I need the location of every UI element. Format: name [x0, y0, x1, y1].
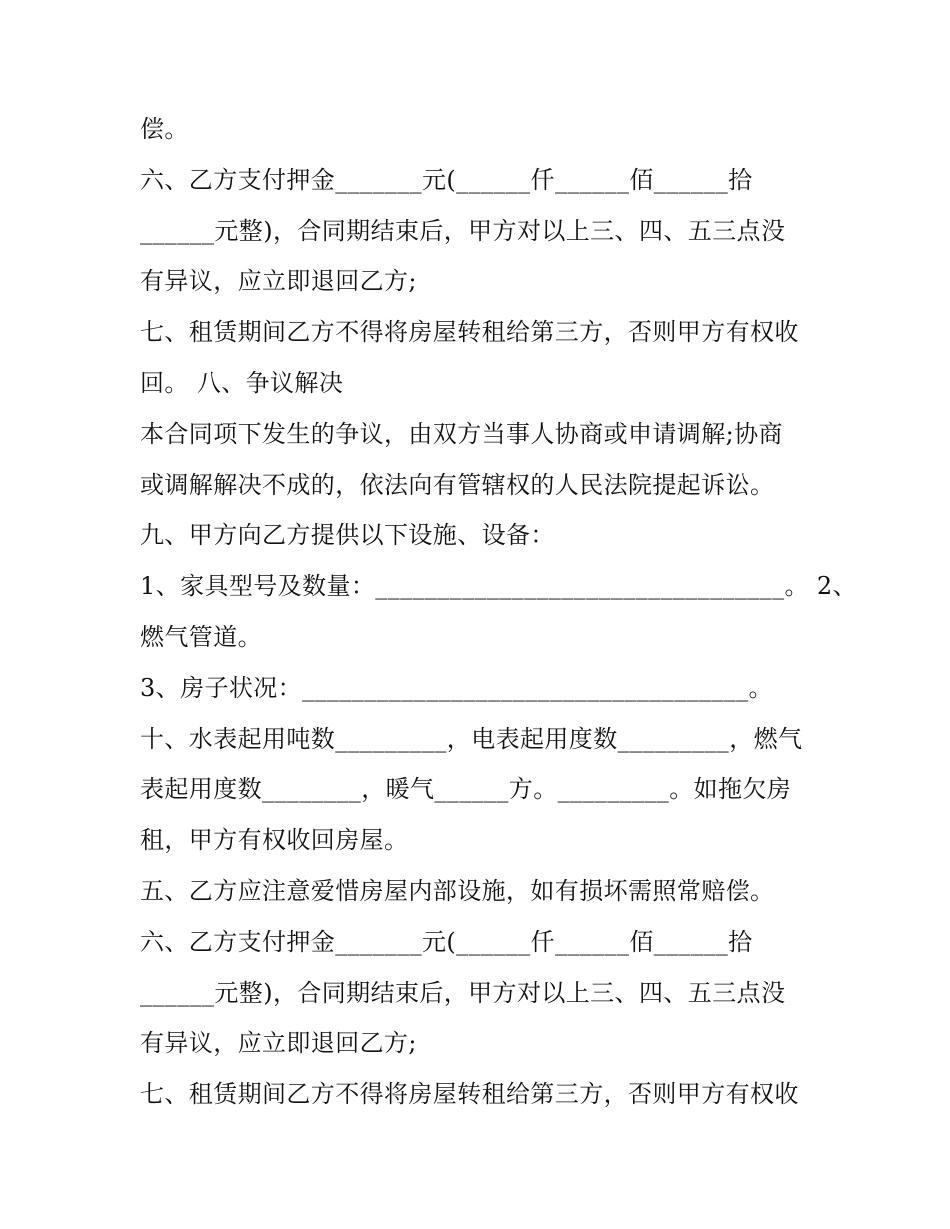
text-line-6: 回。 八、争议解决 [140, 368, 344, 397]
text-line-19: 有异议，应立即退回乙方; [140, 1029, 417, 1058]
text-line-4: 有异议，应立即退回乙方; [140, 267, 417, 296]
text-line-7: 本合同项下发生的争议，由双方当事人协商或申请调解;协商 [140, 419, 783, 448]
text-line-11: 燃气管道。 [140, 622, 262, 651]
text-line-14: 表起用度数________，暖气______方。_________。如拖欠房 [140, 775, 792, 804]
text-line-12: 3、房子状况：____________________________________。 [140, 673, 773, 702]
text-line-18: ______元整)，合同期结束后，甲方对以上三、四、五三点没 [140, 978, 786, 1007]
text-line-9: 九、甲方向乙方提供以下设施、设备： [140, 521, 555, 550]
text-line-5: 七、租赁期间乙方不得将房屋转租给第三方，否则甲方有权收 [140, 318, 799, 347]
text-line-8: 或调解解决不成的，依法向有管辖权的人民法院提起诉讼。 [140, 470, 775, 499]
text-line-17: 六、乙方支付押金_______元(______仟______佰______拾 [140, 927, 753, 956]
document-body [140, 104, 857, 1120]
text-line-16: 五、乙方应注意爱惜房屋内部设施，如有损坏需照常赔偿。 [140, 876, 775, 905]
text-line-10: 1、家具型号及数量：_________________________________。 2、 [140, 572, 857, 601]
text-line-13: 十、水表起用吨数_________，电表起用度数_________，燃气 [140, 724, 803, 753]
text-line-2: 六、乙方支付押金_______元(______仟______佰______拾 [140, 165, 753, 194]
text-line-20: 七、租赁期间乙方不得将房屋转租给第三方，否则甲方有权收 [140, 1080, 799, 1109]
text-line-3: ______元整)，合同期结束后，甲方对以上三、四、五三点没 [140, 216, 786, 245]
text-line-1: 偿。 [140, 115, 189, 143]
text-line-15: 租，甲方有权收回房屋。 [140, 826, 409, 855]
